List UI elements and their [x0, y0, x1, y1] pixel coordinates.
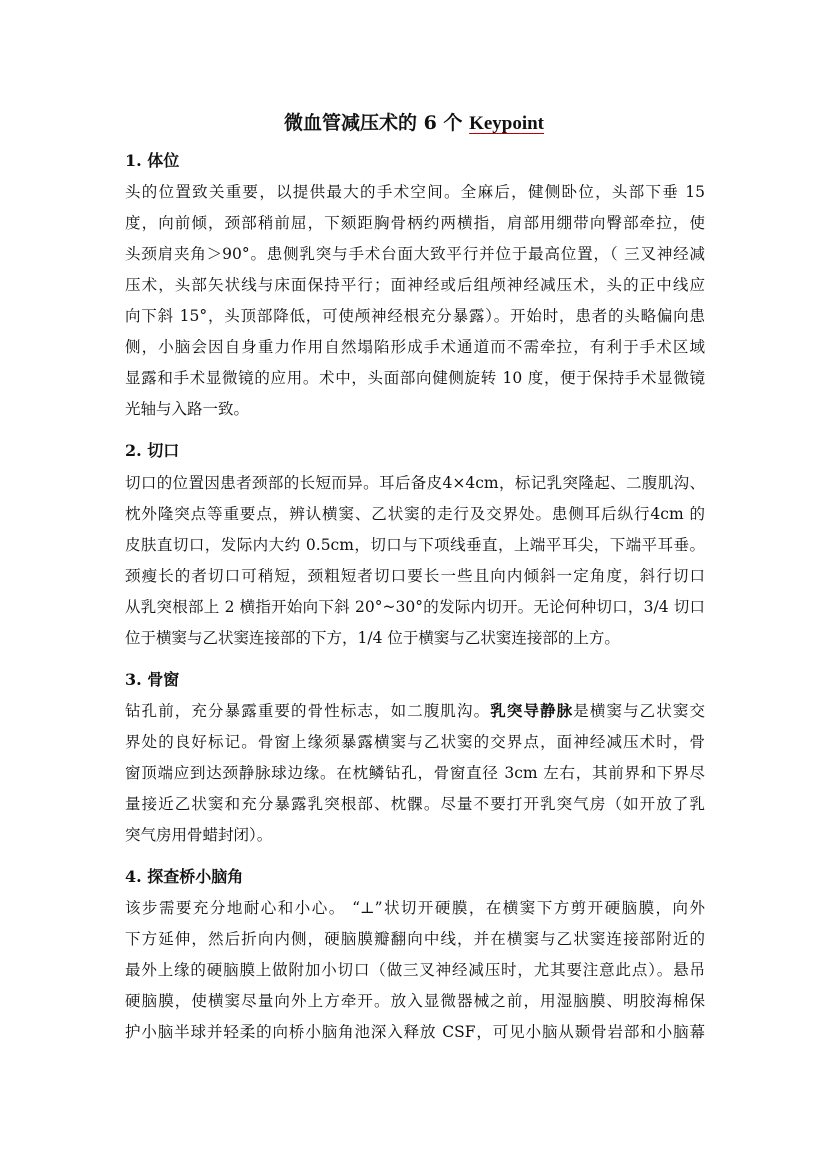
section-3-line: 窗顶端应到达颈静脉球边缘。在枕鳞钻孔，骨窗直径 3cm 左右，其前界和下界尽: [125, 764, 705, 782]
section-1-line: 头的位置致关重要，以提供最大的手术空间。全麻后，健侧卧位，头部下垂 15: [125, 183, 705, 201]
section-3-line-text: 钻孔前，充分暴露重要的骨性标志，如二腹肌沟。: [125, 702, 491, 720]
section-2-line: 位于横窦与乙状窦连接部的下方，1/4 位于横窦与乙状窦连接部的上方。: [125, 629, 620, 647]
section-4-line: 硬脑膜，使横窦尽量向外上方牵开。放入显微器械之前，用湿脑膜、明胶海棉保: [125, 992, 705, 1010]
section-1-line: 头颈肩夹角＞90°。患侧乳突与手术台面大致平行并位于最高位置，（ 三叉神经减: [125, 245, 705, 263]
section-3-line-text: 是横窦与乙状窦交: [573, 702, 705, 720]
section-4-line: 最外上缘的硬脑膜上做附加小切口（做三叉神经减压时，尤其要注意此点）。悬吊: [125, 961, 705, 979]
title-main-text: 微血管减压术的 6 个: [283, 112, 470, 134]
section-3-line: [125, 699, 705, 723]
section-2-line: 枕外隆突点等重要点，辨认横窦、乙状窦的走行及交界处。患侧耳后纵行4cm 的: [125, 505, 705, 523]
section-1-line: 侧，小脑会因自身重力作用自然塌陷形成手术通道而不需牵拉，有利于手术区域: [125, 338, 705, 356]
section-1-heading: 1. 体位: [125, 151, 180, 170]
section-1-line: 压术，头部矢状线与床面保持平行；面神经或后组颅神经减压术，头的正中线应: [125, 276, 705, 294]
section-4-heading: 4. 探查桥小脑角: [125, 867, 244, 886]
section-4-line: 该步需要充分地耐心和小心。 “⊥”状切开硬膜，在横窦下方剪开硬脑膜，向外: [125, 899, 705, 917]
section-3-line: 界处的良好标记。骨窗上缘须暴露横窦与乙状窦的交界点，面神经减压术时，骨: [125, 733, 705, 751]
section-1-line: 显露和手术显微镜的应用。术中，头面部向健侧旋转 10 度，便于保持手术显微镜: [125, 369, 705, 387]
section-2-line: 颈瘦长的者切口可稍短，颈粗短者切口要长一些且向内倾斜一定角度，斜行切口: [125, 567, 705, 585]
section-2-line: 皮肤直切口，发际内大约 0.5cm，切口与下项线垂直，上端平耳尖，下端平耳垂。: [125, 536, 705, 554]
section-2-heading: 2. 切口: [125, 441, 180, 460]
bold-term: 乳突导静脉: [490, 701, 574, 720]
section-3-line: 突气房用骨蜡封闭）。: [125, 826, 273, 844]
section-3-line: 量接近乙状窦和充分暴露乳突根部、枕髁。尽量不要打开乳突气房（如开放了乳: [125, 795, 705, 813]
section-1-line: 度，向前倾，颈部稍前屈，下颏距胸骨柄约两横指，肩部用绷带向臀部牵拉，使: [125, 214, 705, 232]
document-title: [0, 108, 828, 139]
section-2-line: 切口的位置因患者颈部的长短而异。耳后备皮4×4cm，标记乳突隆起、二腹肌沟、: [125, 474, 705, 492]
section-1-line: 光轴与入路一致。: [125, 400, 250, 418]
section-2-line: 从乳突根部上 2 横指开始向下斜 20°~30°的发际内切开。无论何种切口，3/4 切口: [125, 598, 705, 616]
title-keyword: Keypoint: [469, 113, 545, 134]
section-3-heading: 3. 骨窗: [125, 670, 180, 689]
section-4-line: 下方延伸，然后折向内侧，硬脑膜瓣翻向中线，并在横窦与乙状窦连接部附近的: [125, 930, 705, 948]
section-4-line: 护小脑半球并轻柔的向桥小脑角池深入释放 CSF，可见小脑从颞骨岩部和小脑幕: [125, 1023, 705, 1041]
section-1-line: 向下斜 15°，头顶部降低，可使颅神经根充分暴露）。开始时，患者的头略偏向患: [125, 307, 705, 325]
